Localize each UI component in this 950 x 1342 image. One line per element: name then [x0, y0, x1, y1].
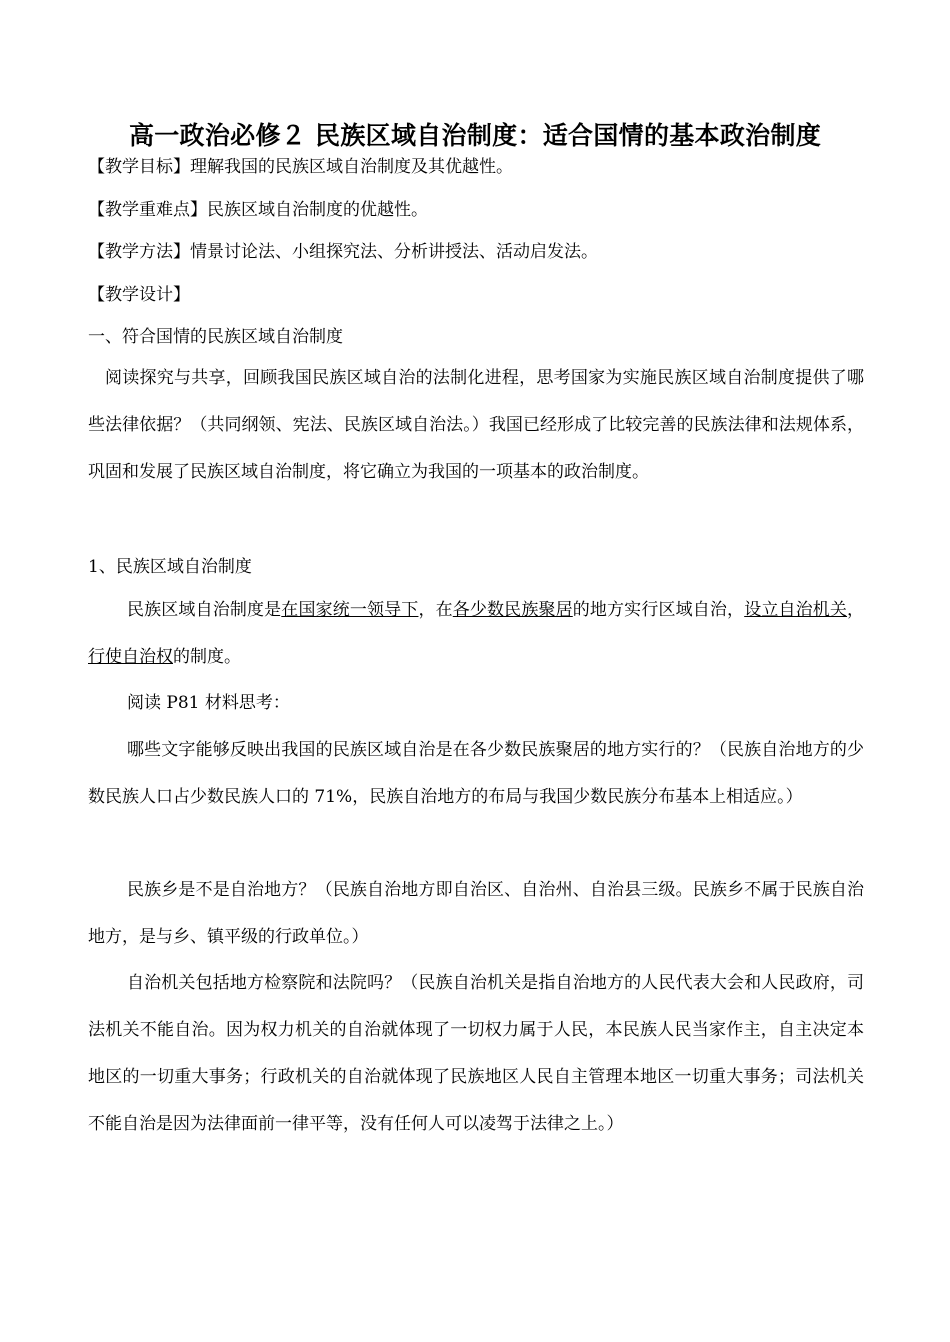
document-title: 高一政治必修２ 民族区域自治制度：适合国情的基本政治制度 [128, 121, 822, 150]
teaching-methods: 【教学方法】情景讨论法、小组探究法、分析讲授法、活动启发法。 [88, 242, 598, 262]
teaching-design-heading: 【教学设计】 [88, 285, 190, 305]
question-paragraph-2: 民族乡是不是自治地方？（民族自治地方即自治区、自治州、自治县三级。民族乡不属于民族自治地方，是与乡、镇平级的行政单位。） [88, 880, 864, 947]
definition-text: 民族区域自治制度是 [127, 600, 282, 620]
teaching-key-points: 【教学重难点】民族区域自治制度的优越性。 [88, 200, 428, 220]
underlined-term: 各少数民族聚居 [452, 600, 573, 620]
subsection-heading-1: 1、民族区域自治制度 [88, 557, 252, 577]
section-heading-1: 一、符合国情的民族区域自治制度 [88, 327, 343, 347]
intro-paragraph: 阅读探究与共享，回顾我国民族区域自治的法制化进程，思考国家为实施民族区域自治制度提供了哪些法律依据？（共同纲领、宪法、民族区域自治法。）我国已经形成了比较完善的民族法律和法规体系，巩固和发展了民族区域自治制度，将它确立为我国的一项基本的政治制度。 [88, 368, 864, 482]
question-paragraph-1: 哪些文字能够反映出我国的民族区域自治是在各少数民族聚居的地方实行的？（民族自治地方的少数民族人口占少数民族人口的 71%，民族自治地方的布局与我国少数民族分布基本上相适应。） [88, 740, 864, 807]
underlined-term: 设立自治机关 [744, 600, 848, 620]
definition-text: ，在 [418, 600, 453, 620]
teaching-objective: 【教学目标】理解我国的民族区域自治制度及其优越性。 [88, 157, 513, 177]
definition-text: 的制度。 [173, 647, 241, 667]
question-paragraph-3: 自治机关包括地方检察院和法院吗？（民族自治机关是指自治地方的人民代表大会和人民政府，司法机关不能自治。因为权力机关的自治就体现了一切权力属于人民，本民族人民当家作主，自主决定本地区的一切重大事务；行政机关的自治就体现了民族地区人民自主管理本地区一切重大事务；司法机关不能自治是因为法律面前一律平等，没有任何人可以凌驾于法律之上。） [88, 973, 864, 1134]
definition-text: ， [847, 600, 865, 620]
definition-paragraph [88, 587, 864, 681]
underlined-term: 在国家统一领导下 [281, 600, 419, 620]
definition-text: 的地方实行区域自治， [572, 600, 745, 620]
reading-prompt: 阅读 P81 材料思考： [127, 693, 290, 713]
underlined-term: 行使自治权 [88, 647, 173, 667]
